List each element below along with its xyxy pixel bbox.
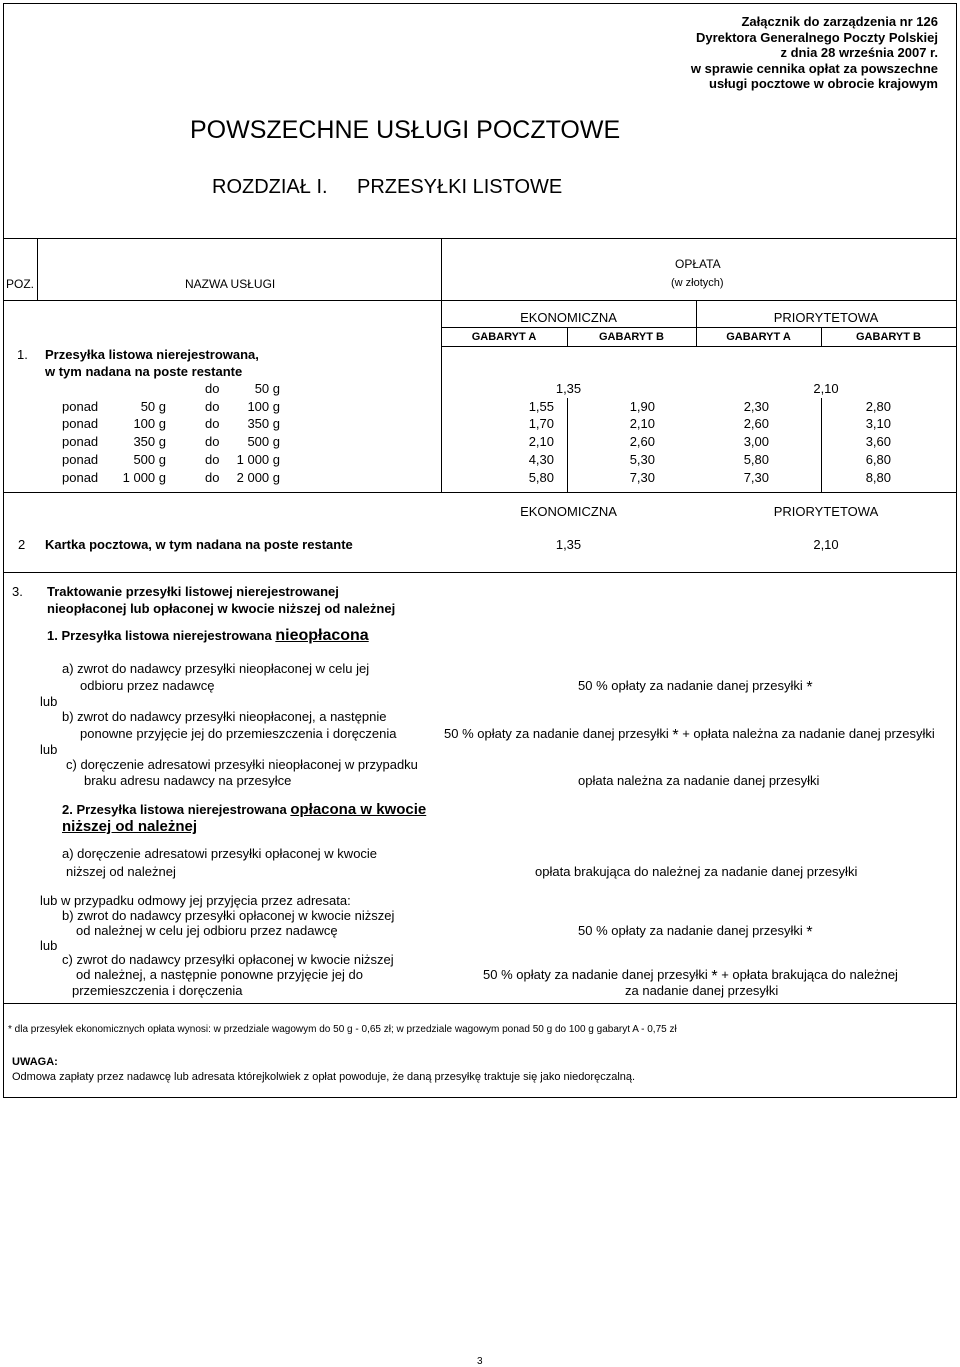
page-number: 3 <box>477 1356 483 1367</box>
sub1-a-fee <box>578 678 813 697</box>
price-priority-b: 3,60 <box>865 434 891 450</box>
note-title: UWAGA: <box>12 1056 58 1068</box>
sub2-b-line2: od należnej w celu jej odbioru przez nadawcę <box>76 923 338 938</box>
sub1-b-line2: ponowne przyjęcie jej do przemieszczenia i doręczenia <box>80 726 397 741</box>
weight-ponad: ponad <box>62 416 99 432</box>
annex-line: usługi pocztowe w obrocie krajowym <box>709 76 938 91</box>
annex-line: w sprawie cennika opłat za powszechne <box>690 60 938 76</box>
price-economic-b: 2,10 <box>629 416 655 432</box>
annex-line: Załącznik do zarządzenia nr 126 <box>741 14 938 29</box>
price-priority-a: 3,00 <box>743 434 769 450</box>
sub1-lub-1: lub <box>40 694 58 709</box>
item1-title-line1: Przesyłka listowa nierejestrowana, <box>45 347 259 362</box>
price-economic-a: 5,80 <box>528 469 554 485</box>
price-economic-b: 7,30 <box>629 469 655 485</box>
weight-do: do <box>205 398 220 414</box>
item2-bottom-line <box>3 572 956 573</box>
price-economic-a: 4,30 <box>528 451 554 467</box>
weight-ponad: ponad <box>62 398 99 414</box>
column-header-fee-unit: (w złotych) <box>671 277 724 289</box>
sub2-b-line1: b) zwrot do nadawcy przesyłki opłaconej w kwocie niższej <box>62 908 395 923</box>
sub1-a-fee-text: 50 % opłaty za nadanie danej przesyłki <box>578 678 807 693</box>
price-economic-a: 2,10 <box>528 434 554 450</box>
annex-line: z dnia 28 września 2007 r. <box>780 45 938 60</box>
sub1-b-fee-text-1: 50 % opłaty za nadanie danej przesyłki <box>444 726 673 741</box>
price-economic-a: 1,70 <box>528 416 554 432</box>
price-economic-b: 5,30 <box>629 451 655 467</box>
item2-title: Kartka pocztowa, w tym nadana na poste restante <box>45 537 353 552</box>
price-priority-b: 3,10 <box>865 416 891 432</box>
sub2-a-line1: a) doręczenie adresatowi przesyłki opłaconej w kwocie <box>62 846 378 861</box>
sub1-c-line2: braku adresu nadawcy na przesyłce <box>84 773 292 788</box>
price-priority-a: 7,30 <box>743 469 769 485</box>
item2-number: 2 <box>18 537 26 552</box>
weight-from: 50 g <box>140 398 166 414</box>
weight-do: do <box>205 416 220 432</box>
sub1-label: 1. Przesyłka listowa nierejestrowana <box>47 628 276 643</box>
sub1-heading <box>47 627 369 645</box>
sub2-label: 2. Przesyłka listowa nierejestrowana <box>62 802 291 817</box>
item3-number: 3. <box>12 584 23 599</box>
column-divider-poz <box>37 238 38 300</box>
item3-title-line2: nieopłaconej lub opłaconej w kwocie niższej od należnej <box>47 601 396 616</box>
weight-from: 1 000 g <box>122 469 166 485</box>
item1-bottom-line <box>3 492 956 493</box>
item2-header-economic: EKONOMICZNA <box>520 504 617 519</box>
price-economic-b: 1,90 <box>629 398 655 414</box>
weight-do: do <box>205 434 220 450</box>
sub2-b-fee <box>578 923 813 942</box>
sub2-c-line3: przemieszczenia i doręczenia <box>72 983 243 998</box>
sub2-c-fee-text-2: + opłata brakująca do należnej <box>717 967 898 982</box>
sub2-lub: lub <box>40 938 58 953</box>
column-header-fee: OPŁATA <box>675 257 721 271</box>
weight-from: 500 g <box>133 451 166 467</box>
item1-number: 1. <box>17 347 28 362</box>
sub1-b-fee-text-2: + opłata należna za nadanie danej przesyłki <box>678 726 935 741</box>
item2-economic-price: 1,35 <box>555 537 582 552</box>
sub1-c-line1: c) doręczenie adresatowi przesyłki nieopłaconej w przypadku <box>66 757 418 772</box>
price-economic-a: 1,55 <box>528 398 554 414</box>
sub1-label-underlined: nieopłacona <box>275 627 369 644</box>
weight-to: 1 000 g <box>236 451 280 467</box>
weight-to: 2 000 g <box>236 469 280 485</box>
column-header-poz: POZ. <box>6 277 35 291</box>
sub1-lub-2: lub <box>40 742 58 757</box>
class-row-divider <box>441 327 956 328</box>
sub2-c-fee-line2: za nadanie danej przesyłki <box>625 983 779 998</box>
price-priority-b: 6,80 <box>865 451 891 467</box>
sub2-label-underlined-1: opłacona w kwocie <box>290 801 427 818</box>
chapter-title: PRZESYŁKI LISTOWE <box>357 176 563 198</box>
weight-from: 100 g <box>133 416 166 432</box>
note-text: Odmowa zapłaty przez nadawcę lub adresata którejkolwiek z opłat powoduje, że daną przesyłkę traktuje się jako niedoręczalną. <box>12 1071 636 1083</box>
sub1-a-line2: odbioru przez nadawcę <box>80 678 215 693</box>
weight-ponad: ponad <box>62 434 99 450</box>
item3-title-line1: Traktowanie przesyłki listowej nierejestrowanej <box>47 584 339 599</box>
item1-title-line2: w tym nadana na poste restante <box>45 364 243 379</box>
sub1-a-line1: a) zwrot do nadawcy przesyłki nieopłaconej w celu jej <box>62 661 370 676</box>
weight-ponad: ponad <box>62 451 99 467</box>
price-priority-shared: 2,10 <box>813 381 839 396</box>
header-economic: EKONOMICZNA <box>520 310 617 325</box>
header-gabaryt-a-pri: GABARYT A <box>726 331 791 343</box>
main-title: POWSZECHNE USŁUGI POCZTOWE <box>190 116 621 144</box>
footnote-star: * <box>711 968 718 985</box>
weight-to: 350 g <box>247 416 280 432</box>
weight-to: 500 g <box>247 434 280 450</box>
sub1-c-fee: opłata należna za nadanie danej przesyłki <box>578 773 820 788</box>
price-priority-a: 5,80 <box>743 451 769 467</box>
header-row-divider <box>3 300 956 301</box>
chapter-label: ROZDZIAŁ I. <box>212 176 328 198</box>
header-gabaryt-b-eco: GABARYT B <box>599 331 664 343</box>
header-priority: PRIORYTETOWA <box>773 310 879 325</box>
weight-to: 100 g <box>247 398 280 414</box>
header-gabaryt-a-eco: GABARYT A <box>471 331 537 343</box>
sub1-b-line1: b) zwrot do nadawcy przesyłki nieopłaconej, a następnie <box>62 709 387 724</box>
sub1-b-fee <box>444 726 935 745</box>
sub2-lub-refusal: lub w przypadku odmowy jej przyjęcia przez adresata: <box>40 893 351 908</box>
price-economic-b: 2,60 <box>629 434 655 450</box>
footnote-star: * <box>806 924 813 941</box>
weight-do: do <box>205 469 220 485</box>
sub2-a-line2: niższej od należnej <box>66 864 176 879</box>
gabaryt-row-divider <box>441 346 956 347</box>
sub2-c-line1: c) zwrot do nadawcy przesyłki opłaconej w kwocie niższej <box>62 952 394 967</box>
weight-from: 350 g <box>133 434 166 450</box>
sub2-c-fee-text-1: 50 % opłaty za nadanie danej przesyłki <box>483 967 712 982</box>
weight-to: 50 g <box>254 381 280 396</box>
item2-header-priority: PRIORYTETOWA <box>773 504 879 519</box>
item3-bottom-line <box>3 1003 956 1004</box>
weight-ponad: ponad <box>62 469 99 485</box>
sub2-a-fee: opłata brakująca do należnej za nadanie danej przesyłki <box>535 864 858 879</box>
header-gabaryt-b-pri: GABARYT B <box>856 331 921 343</box>
price-priority-b: 2,80 <box>865 398 891 414</box>
price-priority-b: 8,80 <box>865 469 891 485</box>
sub2-label-underlined-2: niższej od należnej <box>62 818 198 835</box>
column-header-service-name: NAZWA USŁUGI <box>185 277 276 291</box>
footnote-star: * <box>806 679 813 696</box>
weight-do: do <box>205 451 220 467</box>
sub2-b-fee-text: 50 % opłaty za nadanie danej przesyłki <box>578 923 807 938</box>
price-economic-shared: 1,35 <box>555 381 582 396</box>
annex-line: Dyrektora Generalnego Poczty Polskiej <box>695 29 938 45</box>
price-priority-a: 2,60 <box>743 416 769 432</box>
annex-note <box>691 14 938 92</box>
footnote-star: * <box>672 727 679 744</box>
sub2-c-line2: od należnej, a następnie ponowne przyjęcie jej do <box>76 967 363 982</box>
weight-do: do <box>205 381 220 396</box>
item2-priority-price: 2,10 <box>813 537 839 552</box>
price-priority-a: 2,30 <box>743 398 769 414</box>
sub2-heading <box>62 801 426 835</box>
footnote: * dla przesyłek ekonomicznych opłata wynosi: w przedziale wagowym do 50 g - 0,65 zł; w przedziale wagowym ponad 50 g do 100 g gabaryt A - 0,75 zł <box>8 1024 677 1035</box>
